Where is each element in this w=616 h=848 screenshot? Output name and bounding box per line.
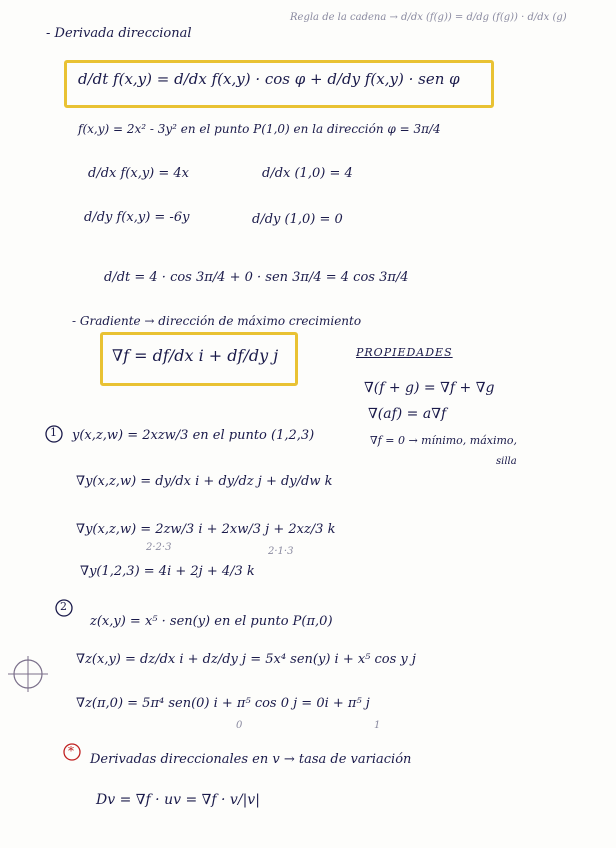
properties-title: PROPIEDADES	[356, 346, 453, 359]
exercise-2-gradient-at-point: ∇z(π,0) = 5π⁴ sen(0) i + π⁵ cos 0 j = 0i + π⁵ j	[76, 696, 370, 711]
exercise-1-gradient-at-point: ∇y(1,2,3) = 4i + 2j + 4/3 k	[80, 564, 255, 579]
exercise-1-statement: y(x,z,w) = 2xzw/3 en el punto (1,2,3)	[72, 428, 315, 443]
binder-hole-icon	[6, 652, 50, 696]
exercise-1-sub-values-b: 2·1·3	[268, 546, 294, 557]
exercise-1-note-saddle: silla	[496, 456, 517, 467]
exercise-2-sub-zero: 0	[236, 720, 243, 731]
gradient-title: - Gradiente → dirección de máximo crecimiento	[72, 314, 362, 328]
exercise-1-note: ∇f = 0 → mínimo, máximo,	[370, 434, 518, 447]
exercise-1-gradient-def: ∇y(x,z,w) = dy/dx i + dy/dz j + dy/dw k	[76, 474, 333, 489]
exercise-1-number: 1	[50, 426, 57, 439]
exercise-3-star: *	[68, 744, 74, 758]
exercise-3-formula: Dv = ∇f · uv = ∇f · v/|v|	[96, 792, 260, 808]
exercise-2-gradient-expr: ∇z(x,y) = dz/dx i + dz/dy j = 5x⁴ sen(y) i + x⁵ cos y j	[76, 652, 416, 667]
example-function: f(x,y) = 2x² - 3y² en el punto P(1,0) en la dirección φ = 3π/4	[78, 122, 441, 136]
partial-x: d/dx f(x,y) = 4x	[88, 166, 190, 181]
partial-y-at-point: d/dy (1,0) = 0	[252, 212, 343, 227]
exercise-2-statement: z(x,y) = x⁵ · sen(y) en el punto P(π,0)	[90, 614, 333, 629]
exercise-2-sub-one: 1	[374, 720, 381, 731]
directional-formula: d/dt f(x,y) = d/dx f(x,y) · cos φ + d/dy f(x,y) · sen φ	[78, 70, 460, 88]
property-scalar: ∇(af) = a∇f	[368, 406, 447, 422]
section-title-directional: - Derivada direccional	[46, 26, 192, 41]
chain-rule-note: Regla de la cadena → d/dx (f(g)) = d/dg (f(g)) · d/dx (g)	[290, 12, 567, 23]
partial-y: d/dy f(x,y) = -6y	[84, 210, 190, 225]
directional-result: d/dt = 4 · cos 3π/4 + 0 · sen 3π/4 = 4 cos 3π/4	[104, 270, 409, 285]
exercise-1-gradient-expr: ∇y(x,z,w) = 2zw/3 i + 2xw/3 j + 2xz/3 k	[76, 522, 336, 537]
exercise-3-title: Derivadas direccionales en v → tasa de variación	[90, 752, 412, 767]
exercise-2-number: 2	[60, 600, 67, 613]
partial-x-at-point: d/dx (1,0) = 4	[262, 166, 353, 181]
property-sum: ∇(f + g) = ∇f + ∇g	[364, 380, 495, 396]
exercise-1-sub-values-a: 2·2·3	[146, 542, 172, 553]
gradient-formula: ∇f = df/dx i + df/dy j	[112, 346, 279, 365]
